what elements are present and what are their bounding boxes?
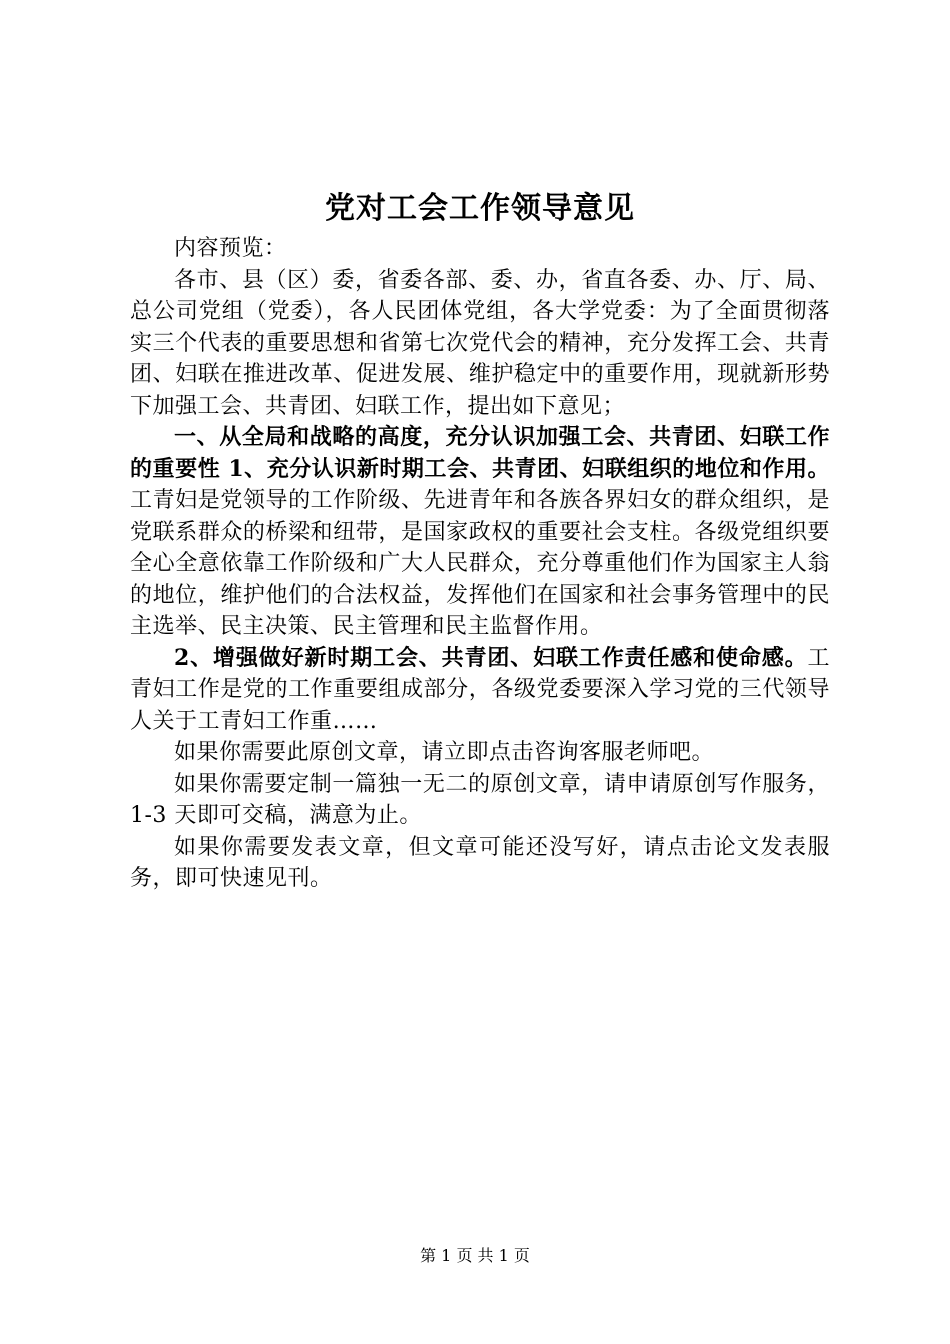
page-footer: 第 1 页 共 1 页: [420, 1246, 530, 1265]
notice-consult: 如果你需要此原创文章，请立即点击咨询客服老师吧。: [174, 740, 715, 765]
document-title: 党对工会工作领导意见: [325, 191, 635, 226]
section-1-paragraph: [130, 422, 830, 643]
document-page: [130, 185, 830, 895]
section-2-heading: 2、增强做好新时期工会、共青团、妇联工作责任感和使命感。: [174, 644, 808, 671]
notice-custom-writing: 如果你需要定制一篇独一无二的原创文章，请申请原创写作服务，1-3 天即可交稿，满意为止。: [130, 771, 830, 828]
intro-paragraph: 各市、县（区）委，省委各部、委、办，省直各委、办、厅、局、总公司党组（党委），各人民团体党组，各大学党委：为了全面贯彻落实三个代表的重要思想和省第七次党代会的精神，充分发挥工会、共青团、妇联在推进改革、促进发展、维护稳定中的重要作用，现就新形势下加强工会、共青团、妇联工作，提出如下意见；: [130, 267, 830, 419]
preview-label: 内容预览：: [174, 236, 287, 261]
section-1-body: 工青妇是党领导的工作阶级、先进青年和各族各界妇女的群众组织，是党联系群众的桥梁和纽带，是国家政权的重要社会支柱。各级党组织要全心全意依靠工作阶级和广大人民群众，充分尊重他们作为国家主人翁的地位，维护他们的合法权益，发挥他们在国家和社会事务管理中的民主选举、民主决策、民主管理和民主监督作用。: [130, 488, 830, 639]
notice-publish: 如果你需要发表文章，但文章可能还没写好，请点击论文发表服务，即可快速见刊。: [130, 834, 830, 891]
section-2-paragraph: [130, 643, 830, 738]
section-2-body: 工青妇工作是党的工作重要组成部分，各级党委要深入学习党的三代领导人关于工青妇工作重……: [130, 645, 830, 734]
section-1-heading: 一、从全局和战略的高度，充分认识加强工会、共青团、妇联工作的重要性 1、充分认识新时期工会、共青团、妇联组织的地位和作用。: [130, 424, 830, 482]
